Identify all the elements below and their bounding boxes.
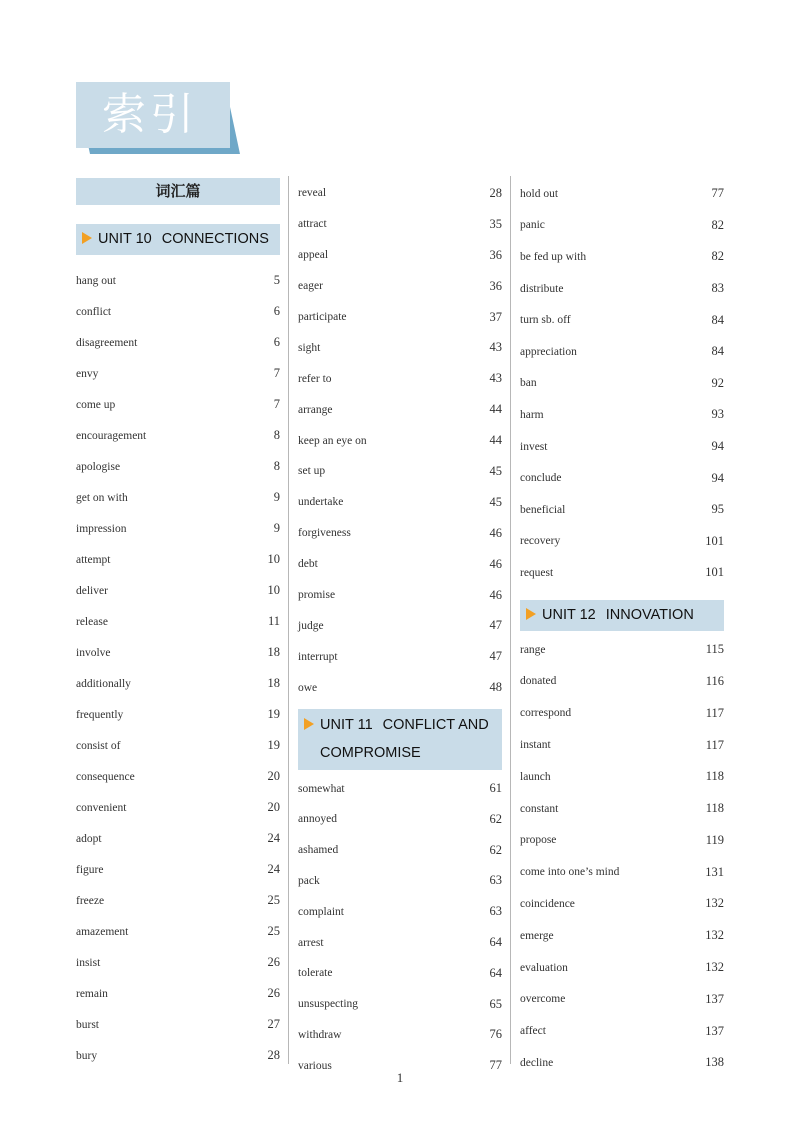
entry-word: overcome [520,993,566,1006]
entry-page-number: 25 [267,924,280,938]
index-entry [520,462,724,494]
index-entry [76,606,280,637]
index-entry [298,332,502,363]
index-entry [520,210,724,242]
index-entry [520,368,724,400]
entry-page-number: 46 [489,587,502,602]
index-entry [520,856,724,888]
entry-word: ashamed [298,844,339,857]
entry-page-number: 118 [705,769,724,784]
index-entry [76,699,280,730]
index-entry [76,916,280,947]
entry-word: turn sb. off [520,314,571,327]
entry-page-number: 63 [489,904,502,919]
entry-word: arrest [298,936,324,949]
unit-10-word-list-continued [298,178,502,703]
unit-11-word-list [298,773,502,1081]
index-entry [298,580,502,611]
entry-page-number: 24 [267,831,280,845]
entry-word: invest [520,440,548,453]
entry-word: somewhat [298,782,345,795]
index-entry [76,575,280,606]
index-entry [520,761,724,793]
entry-page-number: 138 [705,1055,724,1070]
entry-page-number: 10 [267,552,280,566]
entry-page-number: 132 [705,960,724,975]
index-entry [520,825,724,857]
entry-page-number: 119 [705,832,724,847]
entry-page-number: 76 [489,1027,502,1042]
entry-word: apologise [76,460,121,473]
entry-page-number: 20 [267,769,280,783]
entry-word: correspond [520,707,572,720]
entry-word: conflict [76,305,112,318]
entry-word: come up [76,398,116,411]
entry-word: tolerate [298,967,333,980]
entry-page-number: 63 [489,873,502,888]
entry-word: get on with [76,491,128,504]
entry-page-number: 47 [489,649,502,664]
entry-word: forgiveness [298,527,351,540]
title-banner-box [76,82,230,148]
index-entry [76,854,280,885]
entry-word: launch [520,770,551,783]
entry-word: eager [298,280,323,293]
index-entry [520,241,724,273]
entry-word: request [520,566,554,579]
entry-page-number: 93 [711,407,724,422]
entry-page-number: 95 [711,502,724,517]
index-entry [520,888,724,920]
entry-page-number: 132 [705,896,724,911]
entry-page-number: 65 [489,996,502,1011]
entry-page-number: 7 [273,366,280,380]
entry-word: attract [298,218,327,231]
entry-page-number: 117 [705,705,724,720]
index-entry [298,672,502,703]
triangle-arrow-icon [82,232,92,244]
unit-label: UNIT 10 [98,231,152,247]
entry-word: impression [76,522,127,535]
entry-word: distribute [520,282,564,295]
index-entry [520,729,724,761]
index-entry [520,431,724,463]
column-divider [288,176,289,1064]
entry-word: sight [298,341,321,354]
entry-page-number: 64 [489,965,502,980]
entry-word: debt [298,558,318,571]
index-entry [76,668,280,699]
entry-word: decline [520,1056,554,1069]
entry-word: release [76,615,108,628]
index-entry [298,302,502,333]
entry-word: harm [520,408,544,421]
unit-10-word-list [76,265,280,1071]
entry-word: panic [520,219,545,232]
index-entry [520,304,724,336]
index-entry [298,804,502,835]
entry-word: involve [76,646,111,659]
entry-word: annoyed [298,813,337,826]
index-entry [76,451,280,482]
entry-word: consequence [76,770,135,783]
entry-page-number: 5 [273,273,280,287]
entry-word: withdraw [298,1028,342,1041]
index-entry [76,296,280,327]
entry-page-number: 45 [489,463,502,478]
index-entry [520,697,724,729]
index-entry [520,494,724,526]
entry-word: appeal [298,249,329,262]
entry-page-number: 27 [267,1017,280,1031]
column-divider [510,176,511,1064]
entry-word: consist of [76,739,121,752]
index-column-1 [76,178,280,1071]
unit-label: UNIT 12 [542,606,596,623]
entry-page-number: 137 [705,1023,724,1038]
entry-word: set up [298,465,326,478]
index-entry [298,178,502,209]
entry-page-number: 9 [273,490,280,504]
index-column-3 [520,178,724,1079]
entry-word: complaint [298,905,344,918]
entry-word: convenient [76,801,127,814]
entry-page-number: 19 [267,707,280,721]
index-entry [298,641,502,672]
entry-word: bury [76,1049,98,1062]
entry-word: reveal [298,187,327,200]
entry-word: affect [520,1025,546,1038]
entry-word: undertake [298,496,344,509]
entry-word: emerge [520,929,554,942]
index-entry [76,978,280,1009]
entry-page-number: 94 [711,439,724,454]
index-entry [298,240,502,271]
index-entry [520,634,724,666]
entry-page-number: 131 [705,864,724,879]
entry-page-number: 28 [267,1048,280,1062]
index-entry [298,866,502,897]
entry-page-number: 26 [267,986,280,1000]
index-entry [520,399,724,431]
entry-page-number: 84 [711,344,724,359]
entry-page-number: 24 [267,862,280,876]
index-entry [298,835,502,866]
index-entry [520,557,724,589]
entry-word: beneficial [520,503,566,516]
index-entry [76,947,280,978]
index-entry [298,363,502,394]
entry-page-number: 101 [705,533,724,548]
entry-page-number: 44 [489,402,502,417]
index-entry [76,792,280,823]
entry-page-number: 26 [267,955,280,969]
entry-page-number: 36 [489,278,502,293]
entry-word: amazement [76,925,129,938]
index-entry [520,178,724,210]
entry-word: pack [298,874,320,887]
entry-word: unsuspecting [298,998,359,1011]
index-entry [520,336,724,368]
entry-word: freeze [76,894,105,907]
unit-11-header [298,709,502,770]
entry-page-number: 48 [489,680,502,695]
entry-page-number: 115 [705,642,724,657]
index-entry [298,271,502,302]
unit-label: UNIT 11 [320,717,373,734]
triangle-arrow-icon [304,718,314,730]
index-entry [76,327,280,358]
index-entry [520,666,724,698]
page-title: 索引 [102,89,198,140]
entry-word: evaluation [520,961,568,974]
unit-12-word-list [520,634,724,1079]
entry-word: figure [76,863,104,876]
index-entry [298,209,502,240]
entry-word: ban [520,377,537,390]
entry-word: deliver [76,584,108,597]
entry-word: frequently [76,708,124,721]
index-entry [76,1040,280,1071]
entry-page-number: 8 [273,459,280,473]
unit-name: CONFLICT AND [382,717,489,734]
unit-11-word-list-continued [520,178,724,589]
entry-page-number: 83 [711,281,724,296]
entry-word: interrupt [298,650,338,663]
index-entry [76,482,280,513]
index-entry [298,394,502,425]
entry-page-number: 28 [489,185,502,200]
entry-word: donated [520,675,557,688]
entry-page-number: 61 [489,781,502,796]
index-entry [76,544,280,575]
entry-page-number: 46 [489,525,502,540]
index-entry [520,273,724,305]
index-entry [298,773,502,804]
entry-page-number: 10 [267,583,280,597]
entry-page-number: 62 [489,811,502,826]
entry-page-number: 116 [705,673,724,688]
entry-page-number: 62 [489,842,502,857]
index-entry [76,885,280,916]
entry-page-number: 84 [711,312,724,327]
entry-page-number: 77 [711,186,724,201]
entry-word: keep an eye on [298,434,367,447]
index-entry [520,952,724,984]
index-entry [298,958,502,989]
index-column-2 [298,178,502,1081]
entry-word: propose [520,834,557,847]
entry-page-number: 82 [711,249,724,264]
entry-page-number: 11 [267,614,280,628]
entry-page-number: 46 [489,556,502,571]
index-entry [298,518,502,549]
entry-word: hold out [520,187,559,200]
index-entry [520,920,724,952]
entry-page-number: 45 [489,494,502,509]
entry-word: constant [520,802,559,815]
entry-page-number: 20 [267,800,280,814]
entry-page-number: 47 [489,618,502,633]
entry-page-number: 35 [489,216,502,231]
entry-word: owe [298,681,318,694]
entry-page-number: 6 [273,335,280,349]
entry-page-number: 36 [489,247,502,262]
index-entry [298,425,502,456]
entry-word: additionally [76,677,131,690]
entry-word: burst [76,1018,99,1031]
entry-word: adopt [76,832,102,845]
index-entry [298,549,502,580]
unit-12-header [520,600,724,631]
index-entry [76,637,280,668]
entry-word: instant [520,739,551,751]
entry-page-number: 43 [489,371,502,386]
index-entry [76,761,280,792]
entry-word: promise [298,589,336,602]
entry-word: recovery [520,535,561,548]
entry-word: range [520,643,546,656]
entry-word: participate [298,311,347,323]
index-entry [76,420,280,451]
index-entry [520,983,724,1015]
entry-word: insist [76,956,101,969]
entry-page-number: 43 [489,340,502,355]
entry-page-number: 132 [705,928,724,943]
entry-word: refer to [298,372,332,385]
entry-page-number: 37 [489,309,502,324]
entry-word: conclude [520,472,562,485]
index-entry [298,896,502,927]
index-entry [76,358,280,389]
unit-10-header [76,224,280,255]
entry-page-number: 25 [267,893,280,907]
index-entry [298,1020,502,1051]
unit-name: INNOVATION [605,606,694,623]
index-entry [298,927,502,958]
entry-word: envy [76,367,99,380]
entry-word: attempt [76,553,111,566]
page-number: 1 [396,1070,404,1085]
entry-word: encouragement [76,429,147,442]
entry-page-number: 94 [711,470,724,485]
entry-page-number: 118 [705,801,724,816]
entry-page-number: 92 [711,375,724,390]
entry-page-number: 117 [705,737,724,752]
index-entry [520,793,724,825]
index-entry [76,823,280,854]
entry-page-number: 19 [267,738,280,752]
index-entry [76,265,280,296]
entry-page-number: 82 [711,217,724,232]
entry-word: come into one’s mind [520,866,620,879]
entry-word: remain [76,987,108,1000]
entry-page-number: 18 [267,645,280,659]
unit-name: CONNECTIONS [161,231,269,247]
entry-word: be fed up with [520,250,587,263]
entry-word: appreciation [520,345,577,358]
index-entry [520,1015,724,1047]
index-entry [76,730,280,761]
index-entry [76,513,280,544]
entry-page-number: 101 [705,565,724,580]
entry-word: coincidence [520,897,575,910]
entry-page-number: 8 [273,428,280,442]
index-entry [76,389,280,420]
index-entry [298,989,502,1020]
entry-word: hang out [76,274,116,287]
entry-word: various [298,1059,332,1072]
entry-page-number: 9 [273,521,280,535]
page-title-banner [76,82,256,154]
entry-word: disagreement [76,336,138,349]
entry-page-number: 64 [489,935,502,950]
entry-page-number: 6 [273,304,280,318]
index-entry [520,526,724,558]
entry-page-number: 77 [489,1058,502,1073]
triangle-arrow-icon [526,608,536,620]
unit-name-line-2: COMPROMISE [320,745,421,762]
entry-word: judge [298,619,324,632]
section-title: 词汇篇 [76,178,280,205]
entry-page-number: 44 [489,433,502,448]
index-entry [298,610,502,641]
entry-page-number: 137 [705,991,724,1006]
entry-page-number: 18 [267,676,280,690]
index-entry [298,487,502,518]
index-entry [298,456,502,487]
entry-word: arrange [298,403,333,416]
index-entry [76,1009,280,1040]
entry-page-number: 7 [273,397,280,411]
